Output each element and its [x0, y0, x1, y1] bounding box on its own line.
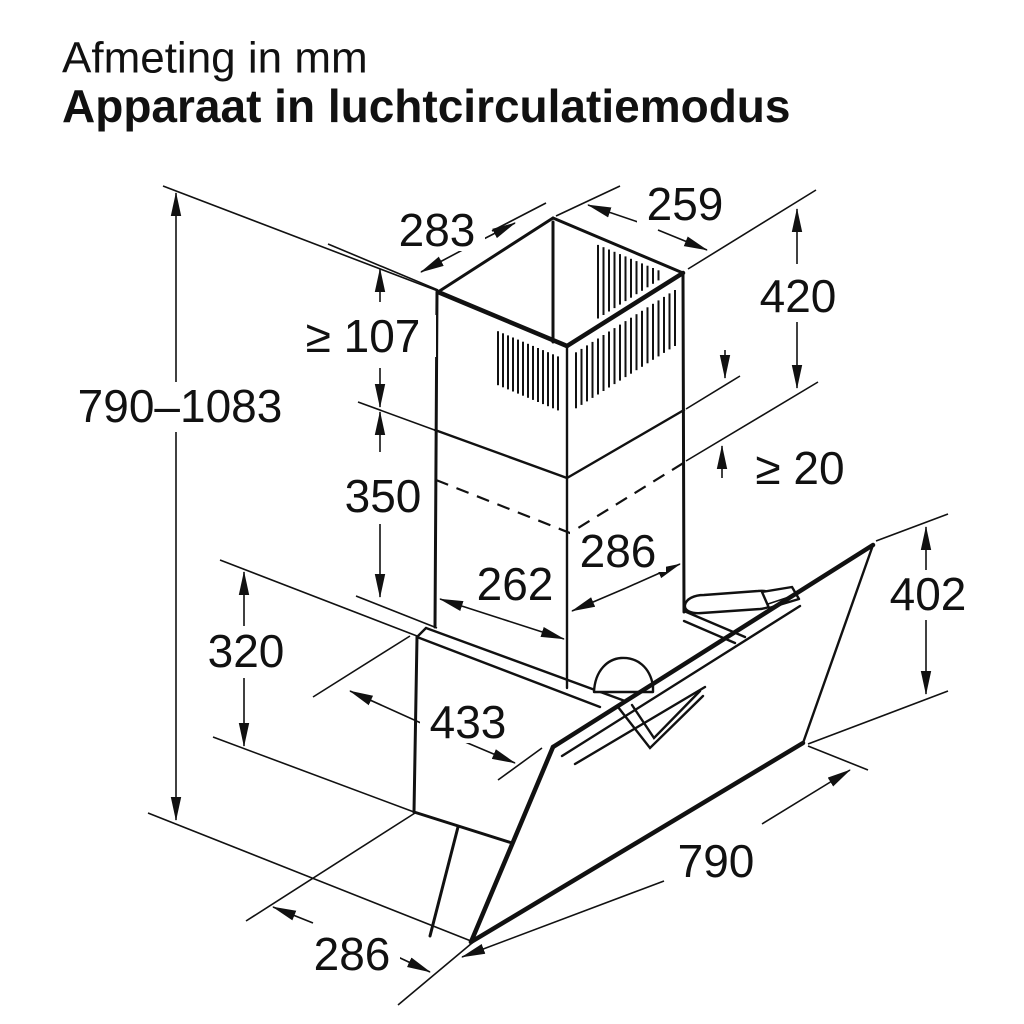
dim-283-label: 283 [398, 204, 476, 256]
telescope-dashed-line [436, 462, 685, 533]
glass-right-edge [803, 545, 873, 743]
dim-259-label: 259 [646, 178, 724, 230]
dim-height-range-label: 790–1083 [77, 380, 283, 432]
page-titles [62, 34, 790, 133]
handle-cap-right [685, 591, 775, 613]
body-left-edge [414, 637, 417, 812]
dim-286-bottom-label: 286 [313, 928, 391, 980]
dim-420-label: 420 [759, 270, 837, 322]
hood-body-outline [414, 637, 512, 936]
dim-433-label: 433 [429, 696, 507, 748]
title-units: Afmeting in mm [62, 33, 368, 83]
title-mode: Apparaat in luchtcirculatiemodus [62, 80, 791, 132]
chimney-right-edge [683, 275, 684, 612]
chimney-section-break-right [567, 410, 684, 478]
dimension-labels [71, 178, 976, 980]
glass-groove-2 [575, 687, 705, 764]
dim-286-mid-label: 286 [579, 525, 657, 577]
body-bottom-edge [414, 812, 512, 843]
handle-notch-outer [618, 696, 703, 748]
body-front-lower-edge [430, 827, 458, 936]
dim-20-label: ≥ 20 [755, 442, 845, 494]
dim-107-label: ≥ 107 [305, 310, 421, 362]
dim-350-label: 350 [344, 470, 422, 522]
glass-left-edge [471, 747, 553, 942]
back-rail-bottom [684, 621, 735, 643]
dim-320-label: 320 [207, 625, 285, 677]
chimney-section-break-left [435, 430, 567, 478]
dim-790-label: 790 [677, 835, 755, 887]
dim-402-label: 402 [889, 568, 967, 620]
vent-slots-left-face [498, 331, 558, 410]
dim-262-label: 262 [476, 558, 554, 610]
